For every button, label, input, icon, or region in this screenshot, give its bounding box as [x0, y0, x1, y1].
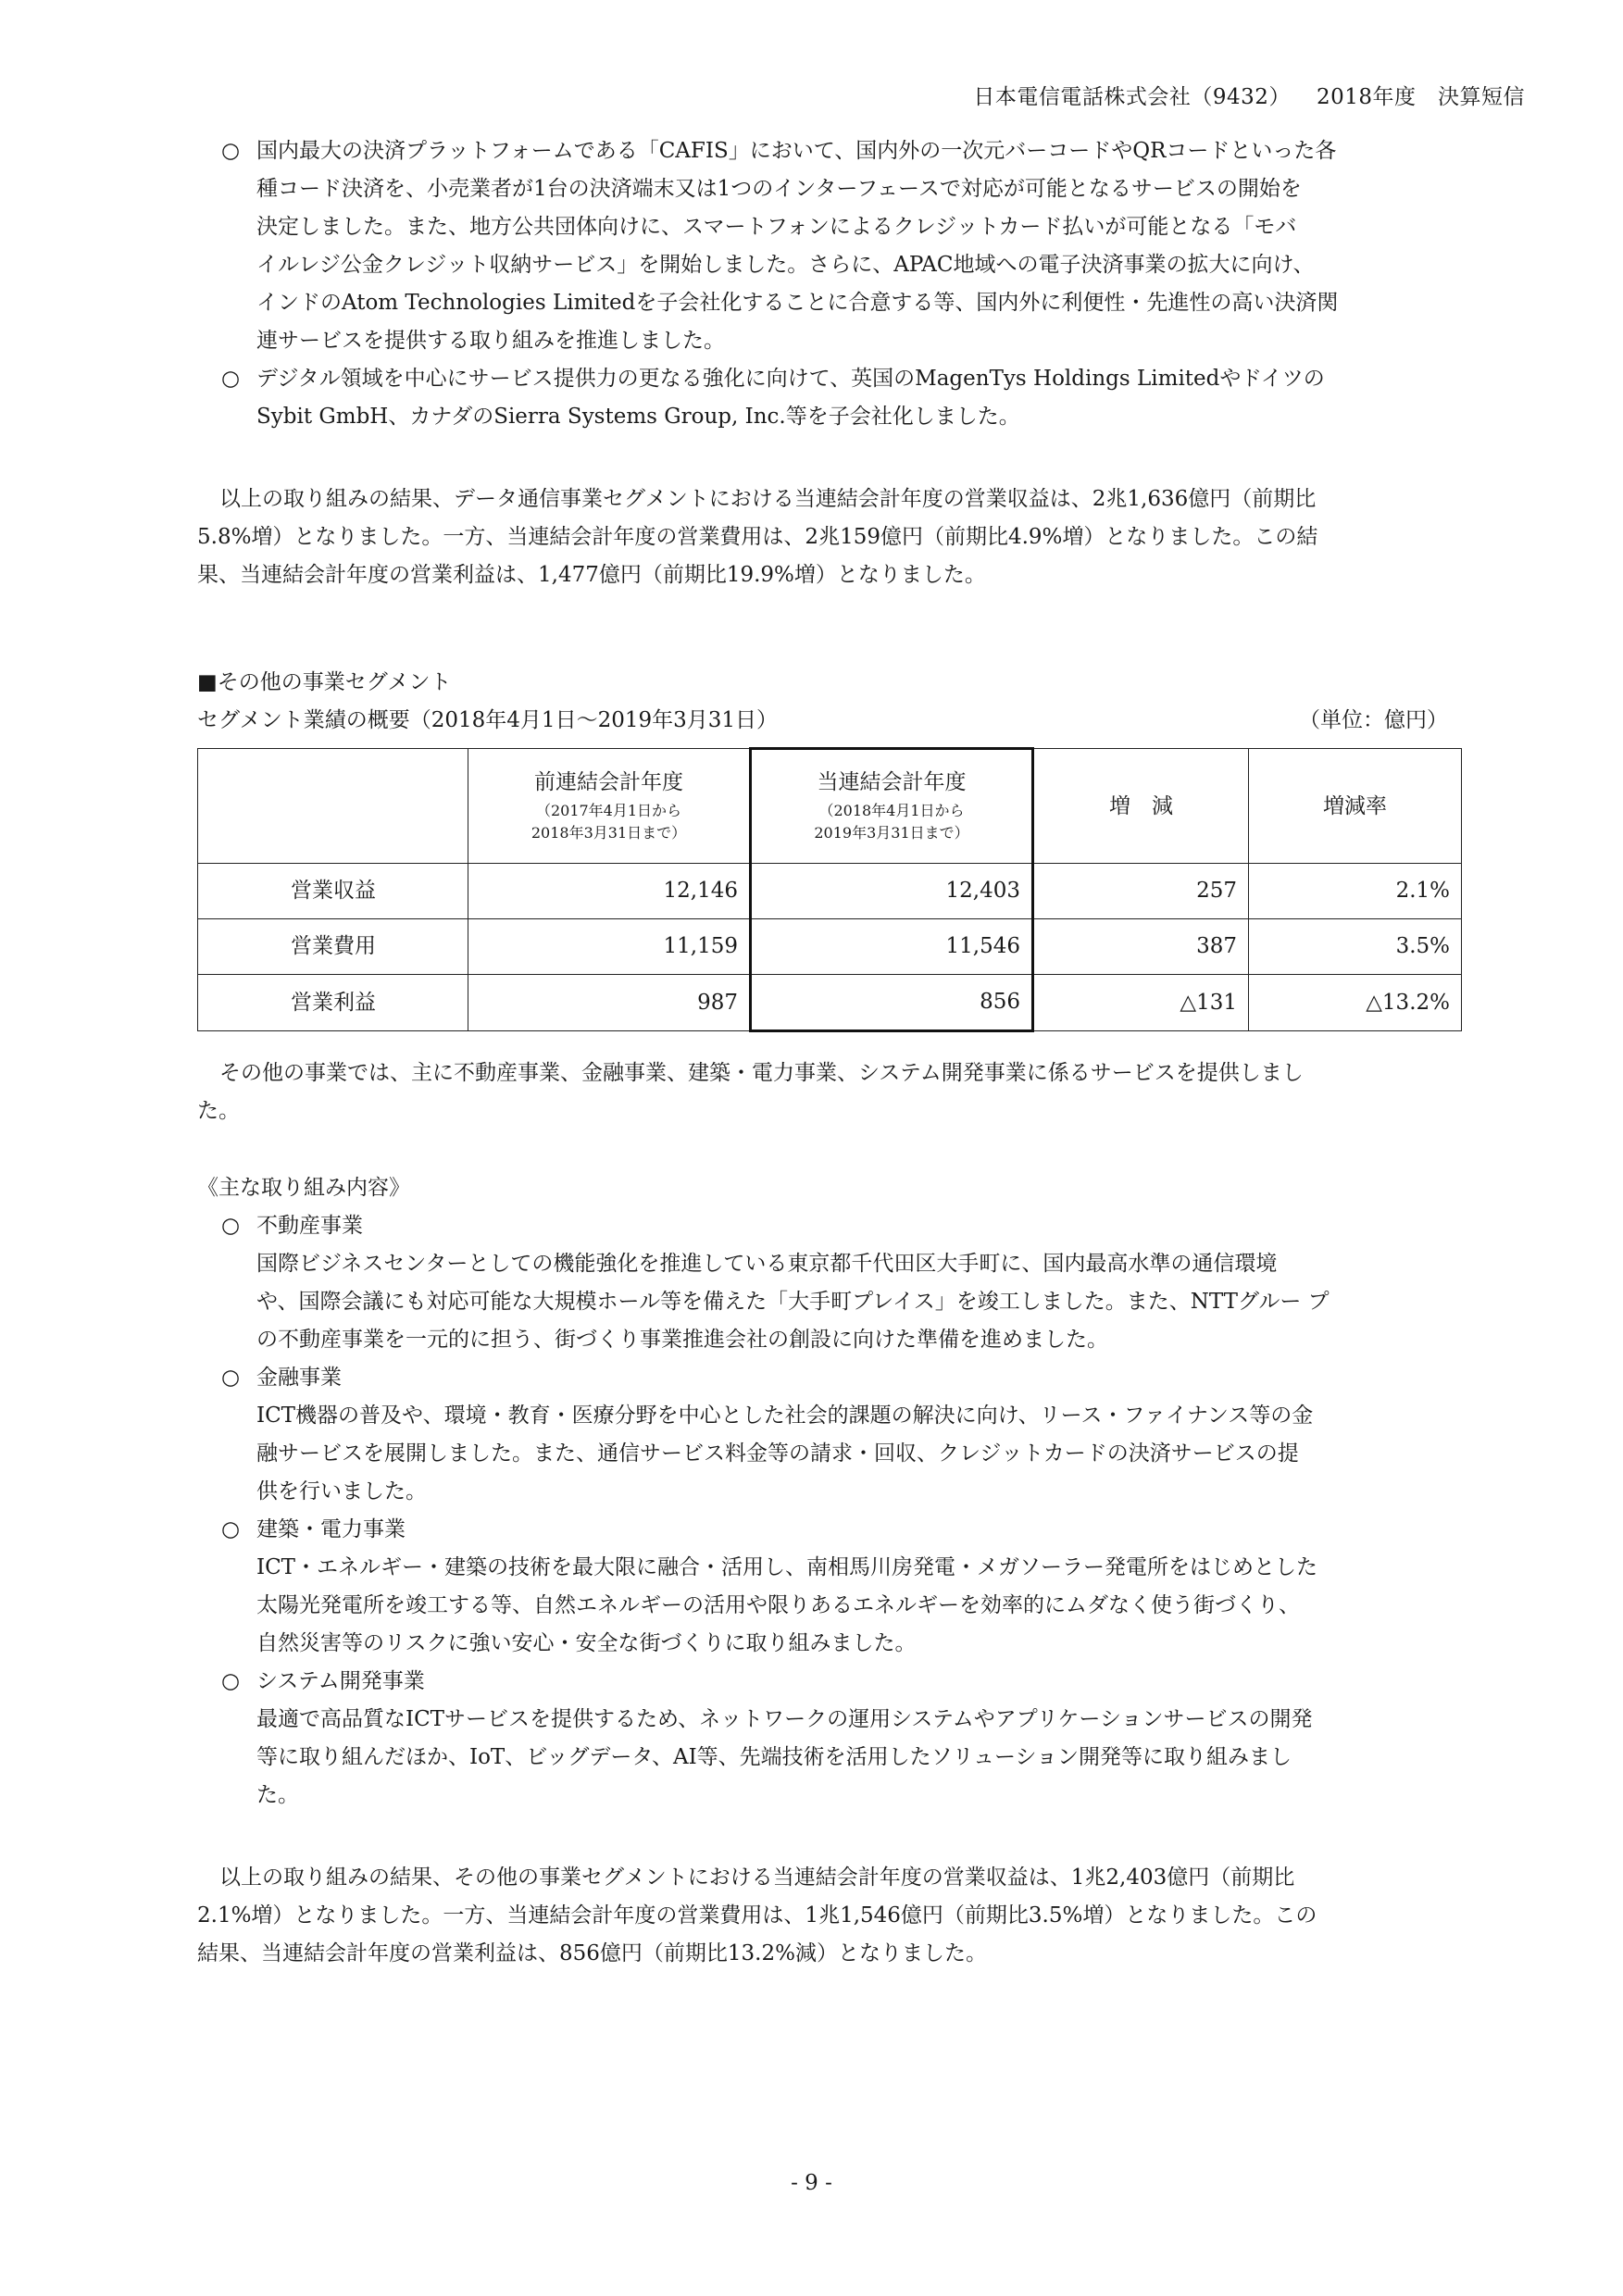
bullet-cafis [197, 132, 1461, 360]
text-line: 2.1%増）となりました。一方、当連結会計年度の営業費用は、1兆1,546億円（前期比3.5%増）となりました。この [197, 1903, 1317, 1928]
text-line: インドのAtom Technologies Limitedを子会社化することに合意する等、国内外に利便性・先進性の高い決済関 [256, 291, 1339, 315]
period-start: （2018年4月1日から [818, 802, 965, 819]
header-current-year [751, 749, 1033, 864]
circle-bullet-icon: ○ [221, 1214, 241, 1238]
text-line: た。 [197, 1099, 240, 1123]
text-line: 結果、当連結会計年度の営業利益は、856億円（前期比13.2%減）となりました。 [197, 1941, 987, 1965]
data-segment-summary [197, 480, 1461, 594]
table-row [198, 919, 1462, 975]
text-line: 国際ビジネスセンターとしての機能強化を推進している東京都千代田区大手町に、国内最高水準の通信環境 [256, 1252, 1278, 1276]
text-line: 5.8%増）となりました。一方、当連結会計年度の営業費用は、2兆159億円（前期比4.9%増）となりました。この結 [197, 525, 1318, 549]
header-change-rate: 増減率 [1249, 749, 1462, 864]
initiative-title: 金融事業 [256, 1366, 342, 1390]
initiative-real-estate [197, 1207, 1461, 1359]
row-label: 営業収益 [198, 864, 468, 919]
cell-cur: 12,403 [751, 864, 1033, 919]
table-row [198, 864, 1462, 919]
text-line: 国内最大の決済プラットフォームである「CAFIS」において、国内外の一次元バーコードやQRコードといった各 [256, 139, 1337, 163]
text-line: デジタル領域を中心にサービス提供力の更なる強化に向けて、英国のMagenTys Holdings Limitedやドイツの [256, 367, 1325, 391]
text-line: 連サービスを提供する取り組みを推進しました。 [256, 329, 725, 353]
cell-cur: 856 [751, 975, 1033, 1031]
initiative-title: システム開発事業 [256, 1669, 425, 1693]
cell-diff: 257 [1033, 864, 1249, 919]
header-change: 増 減 [1033, 749, 1249, 864]
circle-bullet-icon: ○ [221, 1366, 241, 1390]
text-line: 決定しました。また、地方公共団体向けに、スマートフォンによるクレジットカード払いが可能となる「モバ [256, 215, 1297, 239]
text-line: の不動産事業を一元的に担う、街づくり事業推進会社の創設に向けた準備を進めました。 [256, 1328, 1108, 1352]
cell-diff: △131 [1033, 975, 1249, 1031]
period-end: 2018年3月31日まで） [531, 823, 687, 842]
text-line: 以上の取り組みの結果、データ通信事業セグメントにおける当連結会計年度の営業収益は、2兆1,636億円（前期比 [219, 487, 1317, 511]
bullet-digital [197, 360, 1461, 436]
text-line: ICT機器の普及や、環境・教育・医療分野を中心とした社会的課題の解決に向け、リース・ファイナンス等の金 [256, 1404, 1314, 1428]
report-title: 2018年度 決算短信 [1316, 85, 1525, 109]
text-line: 太陽光発電所を竣工する等、自然エネルギーの活用や限りあるエネルギーを効率的にムダなく使う街づくり、 [256, 1593, 1300, 1617]
row-label: 営業利益 [198, 975, 468, 1031]
circle-bullet-icon: ○ [221, 367, 241, 391]
initiative-title: 建築・電力事業 [256, 1517, 406, 1541]
table-unit: （単位：億円） [1299, 708, 1448, 732]
cell-prev: 987 [468, 975, 751, 1031]
text-line: た。 [256, 1783, 299, 1807]
header-period [469, 800, 748, 844]
text-line: ICT・エネルギー・建築の技術を最大限に融合・活用し、南相馬川房発電・メガソーラー発電所をはじめとした [256, 1555, 1318, 1579]
period-start: （2017年4月1日から [535, 801, 682, 819]
cell-cur: 11,546 [751, 919, 1033, 975]
circle-bullet-icon: ○ [221, 139, 241, 163]
table-caption-row [197, 702, 1461, 740]
text-line: 以上の取り組みの結果、その他の事業セグメントにおける当連結会計年度の営業収益は、1兆2,403億円（前期比 [219, 1866, 1295, 1890]
table-caption: セグメント業績の概要（2018年4月1日～2019年3月31日） [197, 708, 779, 732]
header-blank [198, 749, 468, 864]
header-title: 当連結会計年度 [817, 770, 967, 794]
text-line: や、国際会議にも対応可能な大規模ホール等を備えた「大手町プレイス」を竣工しました。また、NTTグルー プ [256, 1290, 1330, 1314]
segment-results-table [197, 747, 1462, 1032]
table-row [198, 975, 1462, 1031]
text-line: 等に取り組んだほか、IoT、ビッグデータ、AI等、先端技術を活用したソリューション開発等に取り組みまし [256, 1745, 1292, 1769]
other-segment-summary [197, 1859, 1461, 1973]
initiative-construction-power [197, 1511, 1461, 1663]
header-period [753, 800, 1030, 844]
text-line: 種コード決済を、小売業者が1台の決済端末又は1つのインターフェースで対応が可能となるサービスの開始を [256, 177, 1302, 201]
cell-rate: △13.2% [1249, 975, 1462, 1031]
cell-rate: 2.1% [1249, 864, 1462, 919]
initiative-system-development [197, 1663, 1461, 1815]
text-line: Sybit GmbH、カナダのSierra Systems Group, Inc.等を子会社化しました。 [256, 405, 1020, 429]
header-prev-year [468, 749, 751, 864]
text-line: その他の事業では、主に不動産事業、金融事業、建築・電力事業、システム開発事業に係るサービスを提供しまし [219, 1061, 1304, 1085]
cell-prev: 11,159 [468, 919, 751, 975]
cell-prev: 12,146 [468, 864, 751, 919]
circle-bullet-icon: ○ [221, 1669, 241, 1693]
period-end: 2019年3月31日まで） [814, 824, 969, 842]
text-line: 最適で高品質なICTサービスを提供するため、ネットワークの運用システムやアプリケーションサービスの開発 [256, 1707, 1313, 1731]
header-title: 前連結会計年度 [534, 769, 683, 794]
row-label: 営業費用 [198, 919, 468, 975]
initiatives-title: 《主な取り組み内容》 [197, 1176, 410, 1200]
circle-bullet-icon: ○ [221, 1517, 241, 1541]
company-name: 日本電信電話株式会社（9432） [973, 85, 1291, 109]
text-line: 融サービスを展開しました。また、通信サービス料金等の請求・回収、クレジットカードの決済サービスの提 [256, 1441, 1299, 1466]
table-header-row [198, 749, 1462, 864]
cell-rate: 3.5% [1249, 919, 1462, 975]
initiative-title: 不動産事業 [256, 1214, 363, 1238]
text-line: イルレジ公金クレジット収納サービス」を開始しました。さらに、APAC地域への電子決済事業の拡大に向け、 [256, 253, 1315, 277]
cell-diff: 387 [1033, 919, 1249, 975]
page-content [197, 132, 1461, 1973]
section-title: ■その他の事業セグメント [197, 670, 452, 694]
text-line: 果、当連結会計年度の営業利益は、1,477億円（前期比19.9%増）となりました。 [197, 563, 986, 587]
other-business-intro [197, 1054, 1461, 1130]
page-header [973, 80, 1525, 110]
page-number: - 9 - [791, 2171, 832, 2195]
text-line: 自然災害等のリスクに強い安心・安全な街づくりに取り組みました。 [256, 1631, 917, 1655]
text-line: 供を行いました。 [256, 1479, 427, 1504]
initiative-finance [197, 1359, 1461, 1511]
